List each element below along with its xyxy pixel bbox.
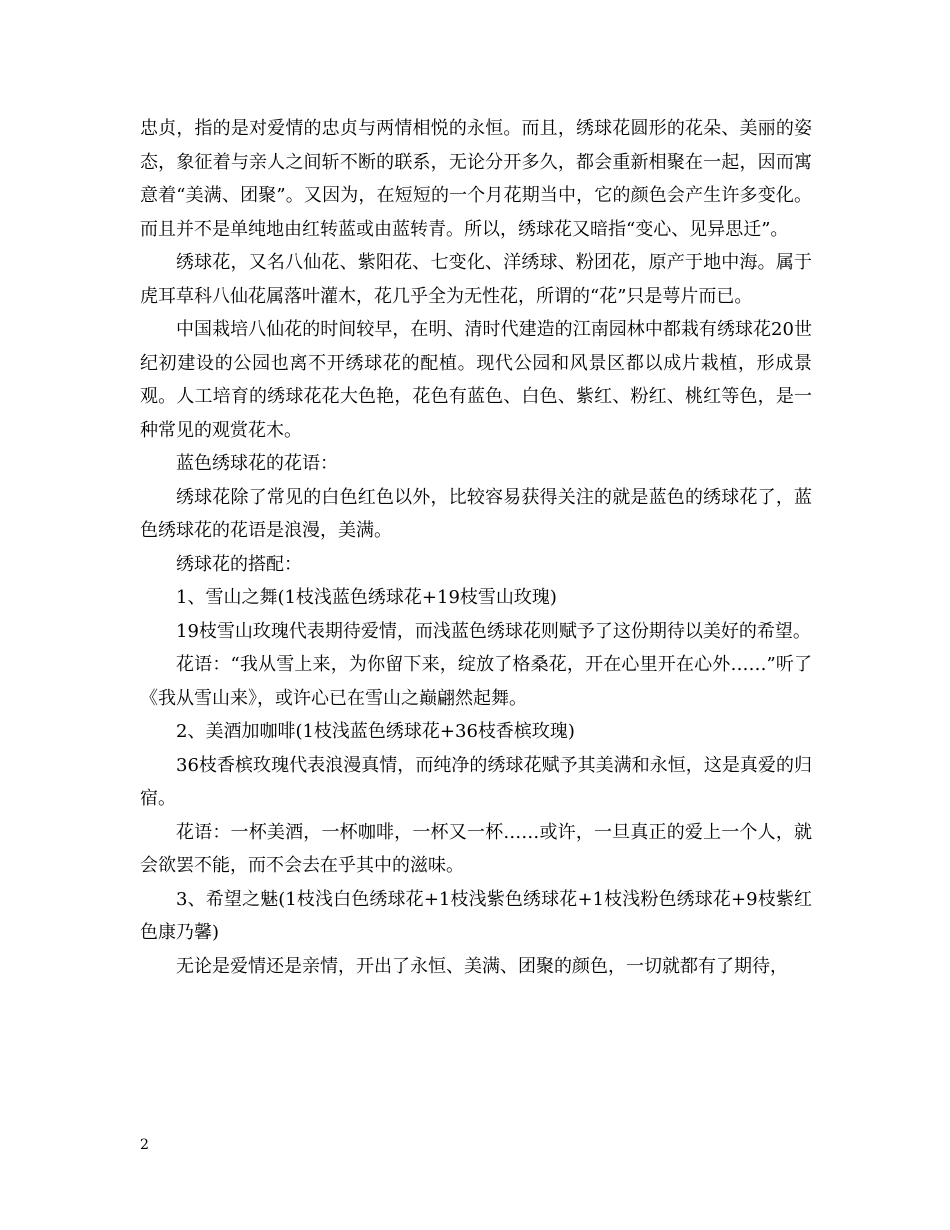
page-number: 2 [140, 1137, 149, 1153]
paragraph-6: 绣球花的搭配： [176, 553, 302, 575]
paragraph-9: 花语：“我从雪上来，为你留下来，绽放了格桑花，开在心里开在心外……”听了《我从雪山来》，或许心已在雪山之巅翩然起舞。 [140, 654, 812, 709]
document-body [140, 112, 812, 983]
paragraph-12: 花语：一杯美酒，一杯咖啡，一杯又一杯……或许，一旦真正的爱上一个人，就会欲罢不能，而不会去在乎其中的滋味。 [140, 821, 812, 876]
paragraph-8: 19枝雪山玫瑰代表期待爱情，而浅蓝色绣球花则赋予了这份期待以美好的希望。 [176, 620, 811, 642]
paragraph-5: 绣球花除了常见的白色红色以外，比较容易获得关注的就是蓝色的绣球花了，蓝色绣球花的花语是浪漫，美满。 [140, 486, 812, 541]
paragraph-10: 2、美酒加咖啡(1枝浅蓝色绣球花+36枝香槟玫瑰) [176, 721, 575, 742]
paragraph-13: 3、希望之魅(1枝浅白色绣球花+1枝浅紫色绣球花+1枝浅粉色绣球花+9枝紫红色康乃馨) [140, 888, 812, 943]
paragraph-1: 忠贞，指的是对爱情的忠贞与两情相悦的永恒。而且，绣球花圆形的花朵、美丽的姿态，象征着与亲人之间斩不断的联系，无论分开多久，都会重新相聚在一起，因而寓意着“美满、团聚”。又因为，在短短的一个月花期当中，它的颜色会产生许多变化。而且并不是单纯地由红转蓝或由蓝转青。所以，绣球花又暗指“变心、见异思迁”。 [140, 118, 812, 240]
paragraph-3: 中国栽培八仙花的时间较早，在明、清时代建造的江南园林中都栽有绣球花20世纪初建设的公园也离不开绣球花的配植。现代公园和风景区都以成片栽植，形成景观。人工培育的绣球花花大色艳，花色有蓝色、白色、紫红、粉红、桃红等色，是一种常见的观赏花木。 [140, 319, 812, 441]
paragraph-14: 无论是爱情还是亲情，开出了永恒、美满、团聚的颜色，一切就都有了期待， [176, 955, 788, 977]
paragraph-4: 蓝色绣球花的花语： [176, 453, 338, 474]
paragraph-11: 36枝香槟玫瑰代表浪漫真情，而纯净的绣球花赋予其美满和永恒，这是真爱的归宿。 [140, 754, 812, 809]
paragraph-2: 绣球花，又名八仙花、紫阳花、七变化、洋绣球、粉团花，原产于地中海。属于虎耳草科八仙花属落叶灌木，花几乎全为无性花，所谓的“花”只是萼片而已。 [140, 252, 812, 307]
paragraph-7: 1、雪山之舞(1枝浅蓝色绣球花+19枝雪山玫瑰) [176, 587, 557, 608]
